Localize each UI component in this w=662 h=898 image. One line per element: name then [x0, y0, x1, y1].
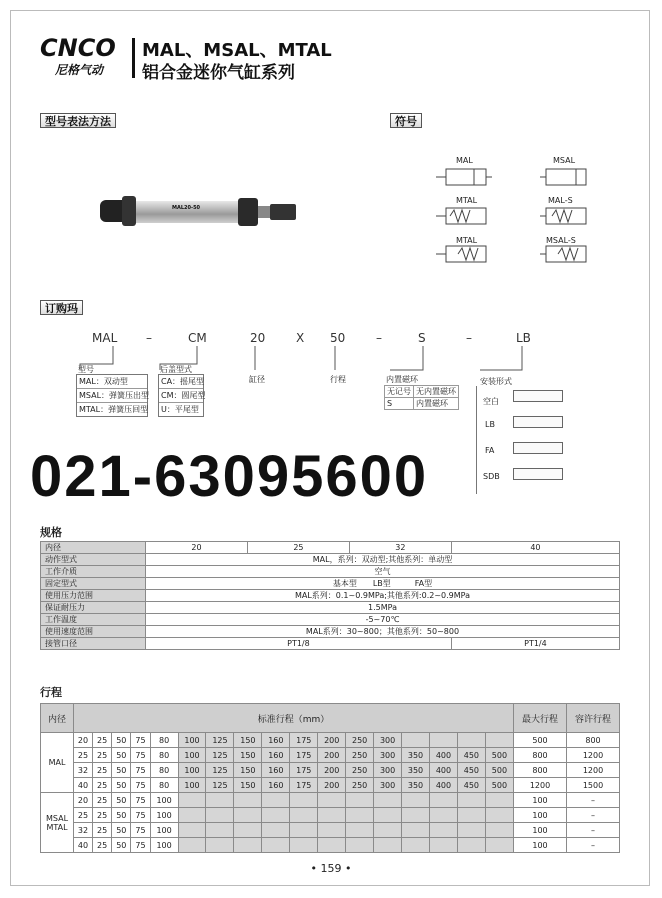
stroke-row: [41, 793, 620, 808]
spec-label: 接管口径: [41, 638, 146, 650]
stroke-header-row: [41, 704, 620, 733]
spec-label: 工作温度: [41, 614, 146, 626]
stroke-cell: 250: [346, 778, 374, 793]
stroke-cell: 25: [93, 838, 112, 853]
stroke-cell: [290, 808, 318, 823]
order-part-bore: 20: [250, 331, 266, 345]
stroke-cell: [346, 838, 374, 853]
stroke-cell: 450: [457, 778, 485, 793]
stroke-cell: 150: [234, 778, 262, 793]
order-part-series: MAL: [92, 331, 118, 345]
spec-label: 使用速度范围: [41, 626, 146, 638]
stroke-cell: [290, 823, 318, 838]
stroke-row: [41, 823, 620, 838]
stroke-cell: 75: [131, 778, 150, 793]
stroke-series: MAL: [41, 733, 74, 793]
stroke-cell: [206, 808, 234, 823]
stroke-cell: 25: [93, 733, 112, 748]
stroke-tol: 1500: [567, 778, 620, 793]
stroke-cell: [178, 823, 206, 838]
spec-value: MAL系列：0.1~0.9MPa;其他系列:0.2~0.9MPa: [146, 590, 620, 602]
stroke-cell: [485, 733, 513, 748]
stroke-cell: [262, 838, 290, 853]
stroke-cell: [178, 793, 206, 808]
stroke-cell: [457, 823, 485, 838]
stroke-cell: [234, 838, 262, 853]
stroke-cell: [402, 823, 430, 838]
stroke-cell: 500: [485, 778, 513, 793]
stroke-max: 100: [514, 808, 567, 823]
stroke-cell: 100: [150, 838, 178, 853]
spec-bore: 32: [349, 542, 451, 554]
stroke-cell: 160: [262, 778, 290, 793]
stroke-cell: 450: [457, 748, 485, 763]
stroke-cell: 25: [93, 793, 112, 808]
stroke-cell: 100: [178, 763, 206, 778]
stroke-cell: 75: [131, 793, 150, 808]
stroke-max: 500: [514, 733, 567, 748]
mount-drawing-basic: [513, 390, 563, 402]
stroke-cell: 400: [429, 748, 457, 763]
stroke-cell: [178, 838, 206, 853]
symbol-drawings: [436, 166, 616, 266]
stroke-row: [41, 733, 620, 748]
magnet-code: S: [385, 398, 414, 410]
stroke-cell: [318, 838, 346, 853]
stroke-cell: [262, 823, 290, 838]
page-number: • 159 •: [310, 862, 352, 875]
stroke-tol: –: [567, 838, 620, 853]
stroke-cell: [429, 793, 457, 808]
order-x: X: [296, 331, 305, 345]
stroke-cell: [485, 838, 513, 853]
stroke-cell: 150: [234, 748, 262, 763]
symbol-label: MSAL: [553, 156, 576, 165]
order-dash: –: [376, 331, 382, 345]
stroke-bore: 25: [74, 808, 93, 823]
stroke-cell: 100: [178, 748, 206, 763]
product-label: MAL20-50: [172, 205, 201, 211]
stroke-bore: 20: [74, 733, 93, 748]
stroke-cell: 25: [93, 823, 112, 838]
stroke-cell: 75: [131, 823, 150, 838]
stroke-row: [41, 808, 620, 823]
stroke-cell: 125: [206, 748, 234, 763]
stroke-cell: [290, 793, 318, 808]
stroke-cell: 50: [112, 808, 131, 823]
stroke-cell: 25: [93, 778, 112, 793]
stroke-cell: 50: [112, 748, 131, 763]
stroke-cell: [429, 823, 457, 838]
stroke-cell: 350: [402, 748, 430, 763]
stroke-cell: 25: [93, 748, 112, 763]
brand-logo: CNCO: [40, 34, 116, 62]
spec-value: MAL，系列：双动型;其他系列：单动型: [146, 554, 620, 566]
magnet-desc: 内置磁环: [414, 398, 459, 410]
stroke-cell: [485, 823, 513, 838]
spec-bore: 25: [247, 542, 349, 554]
stroke-max: 800: [514, 763, 567, 778]
spec-value: PT1/4: [451, 638, 619, 650]
stroke-cell: 25: [93, 808, 112, 823]
spec-value: -5~70℃: [146, 614, 620, 626]
stroke-cell: 50: [112, 823, 131, 838]
rear-heading: 后盖型式: [160, 365, 192, 374]
stroke-cell: 160: [262, 733, 290, 748]
stroke-cell: [374, 793, 402, 808]
mount-heading: 安装形式: [480, 377, 512, 386]
type-item: MSAL：弹簧压出型: [77, 389, 147, 403]
stroke-cell: 80: [150, 763, 178, 778]
section-model: 型号表法方法: [40, 113, 116, 128]
stroke-cell: 25: [93, 763, 112, 778]
spec-label: 动作型式: [41, 554, 146, 566]
stroke-cell: 250: [346, 748, 374, 763]
stroke-cell: [318, 823, 346, 838]
spec-label: 保证耐压力: [41, 602, 146, 614]
stroke-cell: 50: [112, 763, 131, 778]
stroke-cell: [374, 838, 402, 853]
stroke-cell: 300: [374, 778, 402, 793]
spec-label: 内径: [41, 542, 146, 554]
stroke-cell: [206, 838, 234, 853]
stroke-cell: 100: [150, 793, 178, 808]
mount-drawing-fa: [513, 442, 563, 454]
stroke-cell: 200: [318, 763, 346, 778]
type-list: [76, 374, 148, 417]
stroke-cell: 300: [374, 748, 402, 763]
stroke-cell: 75: [131, 808, 150, 823]
stroke-cell: 75: [131, 748, 150, 763]
stroke-row: [41, 778, 620, 793]
stroke-cell: [318, 793, 346, 808]
spec-value: 基本型 LB型 FA型: [146, 578, 620, 590]
stroke-cell: 125: [206, 763, 234, 778]
stroke-row: [41, 748, 620, 763]
spec-value: 空气: [146, 566, 620, 578]
symbol-label: MTAL: [456, 236, 478, 245]
mount-list: [476, 386, 581, 494]
stroke-max: 100: [514, 793, 567, 808]
stroke-cell: 160: [262, 748, 290, 763]
symbol-label: MSAL-S: [546, 236, 576, 245]
stroke-tol: 1200: [567, 763, 620, 778]
stroke-cell: 50: [112, 838, 131, 853]
stroke-cell: [262, 793, 290, 808]
spec-table: [40, 541, 620, 650]
rear-item: U：平尾型: [161, 405, 199, 414]
stroke-tol: –: [567, 823, 620, 838]
spec-value: PT1/8: [146, 638, 452, 650]
symbol-label: MAL: [456, 156, 473, 165]
stroke-cell: [429, 733, 457, 748]
symbol-label: MAL-S: [548, 196, 573, 205]
stroke-cell: [206, 793, 234, 808]
stroke-cell: 250: [346, 763, 374, 778]
mount-drawing-sdb: [513, 468, 563, 480]
stroke-series: MSAL MTAL: [41, 793, 74, 853]
stroke-heading: 行程: [40, 686, 62, 699]
stroke-header-standard: 标准行程（mm）: [74, 704, 514, 733]
stroke-cell: 300: [374, 733, 402, 748]
page-title: MAL、MSAL、MTAL: [142, 40, 332, 61]
mount-code: FA: [485, 446, 495, 455]
stroke-cell: [402, 793, 430, 808]
brand-subtitle: 尼格气动: [55, 63, 104, 77]
rear-item: CM：圆尾型: [159, 389, 203, 403]
stroke-cell: 80: [150, 778, 178, 793]
stroke-cell: 50: [112, 793, 131, 808]
spec-bore: 40: [451, 542, 619, 554]
stroke-cell: 160: [262, 763, 290, 778]
stroke-cell: [346, 823, 374, 838]
stroke-cell: [234, 808, 262, 823]
stroke-cell: 200: [318, 778, 346, 793]
stroke-bore: 32: [74, 763, 93, 778]
stroke-cell: [457, 793, 485, 808]
stroke-cell: [402, 838, 430, 853]
section-order: 订购玛: [40, 300, 83, 315]
stroke-row: [41, 763, 620, 778]
bore-caption: 缸径: [249, 375, 265, 384]
magnet-code: 无记号: [385, 386, 414, 398]
stroke-tol: 1200: [567, 748, 620, 763]
spec-heading: 规格: [40, 526, 62, 539]
section-symbol: 符号: [390, 113, 422, 128]
mount-code: LB: [485, 420, 495, 429]
stroke-bore: 20: [74, 793, 93, 808]
stroke-cell: 75: [131, 733, 150, 748]
stroke-max: 1200: [514, 778, 567, 793]
order-part-stroke: 50: [330, 331, 346, 345]
stroke-header-max: 最大行程: [514, 704, 567, 733]
stroke-table: [40, 703, 620, 853]
stroke-cell: 175: [290, 748, 318, 763]
symbol-label: MTAL: [456, 196, 478, 205]
stroke-cell: 175: [290, 778, 318, 793]
stroke-cell: 150: [234, 733, 262, 748]
stroke-cell: 80: [150, 748, 178, 763]
stroke-bore: 40: [74, 838, 93, 853]
stroke-cell: 100: [178, 778, 206, 793]
order-part-mount: LB: [516, 331, 531, 345]
mount-code: SDB: [483, 472, 500, 481]
rear-item: CA：摇尾型: [159, 375, 203, 389]
stroke-cell: 50: [112, 733, 131, 748]
stroke-cell: 200: [318, 733, 346, 748]
order-dash: –: [466, 331, 472, 345]
stroke-bore: 40: [74, 778, 93, 793]
page-subtitle: 铝合金迷你气缸系列: [142, 63, 295, 83]
spec-label: 使用压力范围: [41, 590, 146, 602]
stroke-tol: 800: [567, 733, 620, 748]
stroke-cell: 75: [131, 838, 150, 853]
stroke-max: 100: [514, 838, 567, 853]
stroke-header-tol: 容许行程: [567, 704, 620, 733]
stroke-cell: [429, 838, 457, 853]
stroke-cell: 125: [206, 733, 234, 748]
stroke-cell: 450: [457, 763, 485, 778]
rear-list: [158, 374, 204, 417]
stroke-cell: [485, 793, 513, 808]
stroke-cell: 350: [402, 763, 430, 778]
stroke-cell: 200: [318, 748, 346, 763]
stroke-cell: [346, 793, 374, 808]
mount-drawing-lb: [513, 416, 563, 428]
stroke-cell: [178, 808, 206, 823]
stroke-cell: 350: [402, 778, 430, 793]
stroke-max: 100: [514, 823, 567, 838]
stroke-cell: 80: [150, 733, 178, 748]
magnet-heading: 内置磁环: [386, 375, 418, 384]
stroke-cell: 125: [206, 778, 234, 793]
type-item: MTAL：弹簧压回型: [79, 405, 149, 414]
stroke-tol: –: [567, 793, 620, 808]
stroke-cell: 250: [346, 733, 374, 748]
stroke-bore: 32: [74, 823, 93, 838]
stroke-cell: 300: [374, 763, 402, 778]
stroke-cell: [290, 838, 318, 853]
stroke-cell: 400: [429, 763, 457, 778]
stroke-header-bore: 内径: [41, 704, 74, 733]
stroke-max: 800: [514, 748, 567, 763]
type-heading: 型号: [78, 365, 94, 374]
stroke-cell: 150: [234, 763, 262, 778]
magnet-table: [384, 385, 459, 410]
cylinder-product-image: [100, 196, 310, 230]
stroke-cell: [485, 808, 513, 823]
title-divider: [132, 38, 135, 78]
stroke-cell: [402, 808, 430, 823]
stroke-cell: 175: [290, 733, 318, 748]
stroke-cell: [346, 808, 374, 823]
stroke-caption: 行程: [330, 375, 346, 384]
spec-bore: 20: [146, 542, 248, 554]
spec-value: 1.5MPa: [146, 602, 620, 614]
stroke-cell: 400: [429, 778, 457, 793]
stroke-cell: [374, 808, 402, 823]
order-part-rear: CM: [188, 331, 207, 345]
stroke-cell: [234, 793, 262, 808]
mount-code: 空白: [483, 397, 499, 406]
stroke-cell: [457, 808, 485, 823]
stroke-cell: [234, 823, 262, 838]
stroke-cell: 75: [131, 763, 150, 778]
stroke-cell: [318, 808, 346, 823]
spec-label: 工作介质: [41, 566, 146, 578]
stroke-cell: [429, 808, 457, 823]
stroke-cell: 500: [485, 763, 513, 778]
order-dash: –: [146, 331, 152, 345]
stroke-row: [41, 838, 620, 853]
type-item: MAL：双动型: [77, 375, 147, 389]
stroke-cell: 500: [485, 748, 513, 763]
spec-label: 固定型式: [41, 578, 146, 590]
stroke-cell: [206, 823, 234, 838]
stroke-cell: 175: [290, 763, 318, 778]
stroke-cell: [262, 808, 290, 823]
magnet-desc: 无内置磁环: [414, 386, 459, 398]
phone-number: 021-63095600: [30, 444, 429, 509]
stroke-cell: [457, 838, 485, 853]
stroke-cell: 100: [178, 733, 206, 748]
stroke-bore: 25: [74, 748, 93, 763]
spec-value: MAL系列：30~800；其他系列：50~800: [146, 626, 620, 638]
stroke-cell: [457, 733, 485, 748]
stroke-cell: 50: [112, 778, 131, 793]
stroke-tol: –: [567, 808, 620, 823]
stroke-cell: 100: [150, 808, 178, 823]
stroke-cell: 100: [150, 823, 178, 838]
stroke-cell: [374, 823, 402, 838]
order-part-magnet: S: [418, 331, 426, 345]
stroke-cell: [402, 733, 430, 748]
